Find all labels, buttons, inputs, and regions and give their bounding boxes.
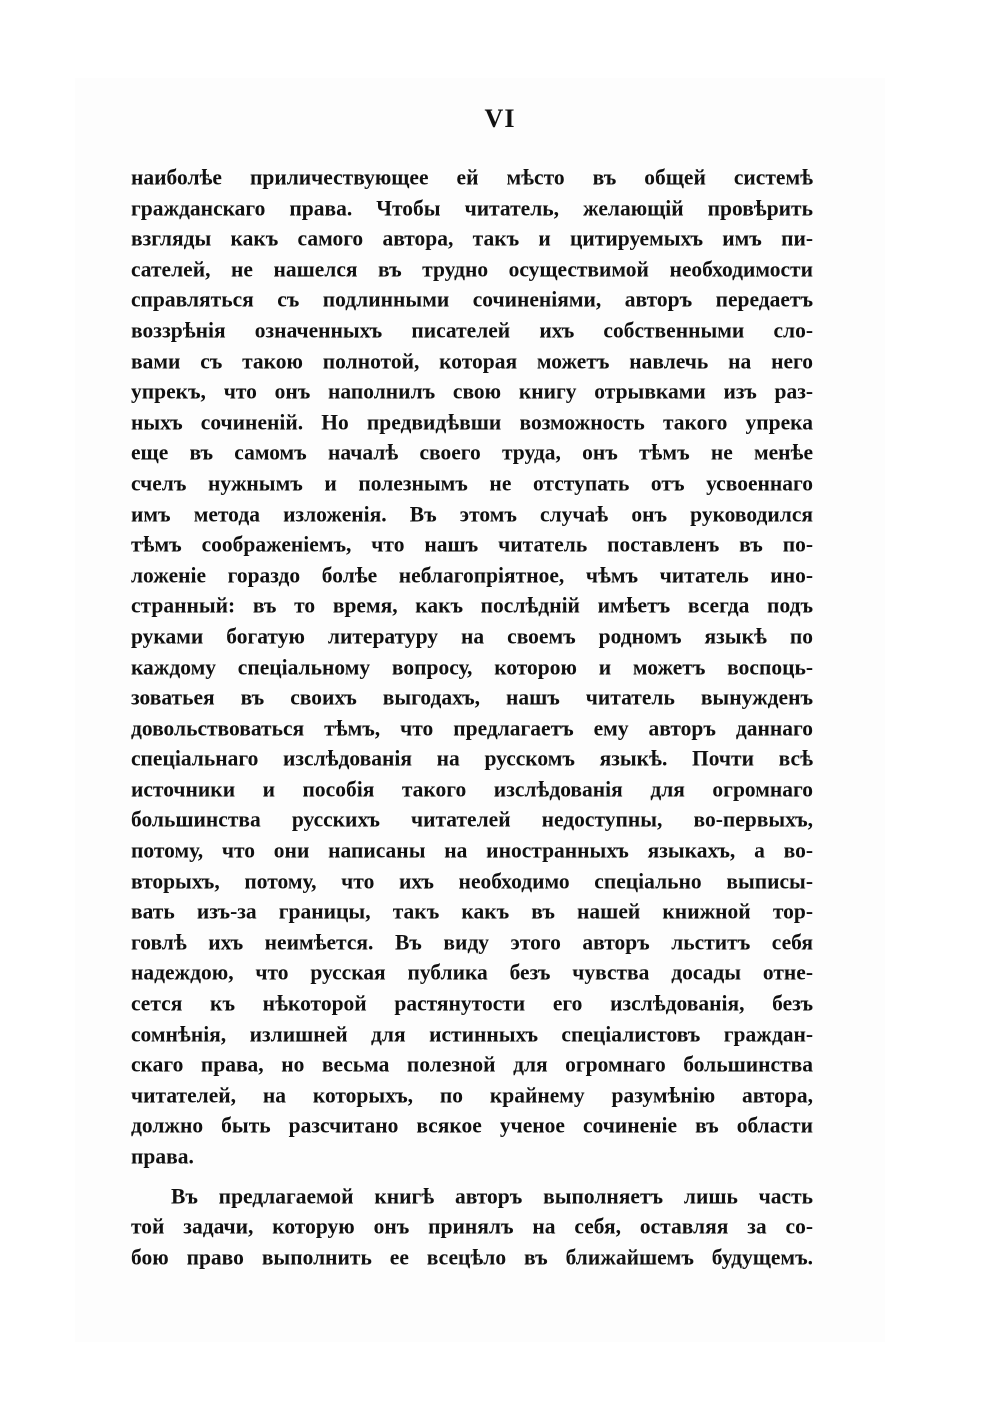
text-line: довольствоваться тѣмъ, что предлагаетъ ему авторъ даннаго	[131, 715, 813, 741]
text-line: источники и пособія такого изслѣдованія для огромнаго	[131, 776, 813, 802]
text-line: вами съ такою полнотой, которая можетъ навлечь на него	[131, 347, 813, 374]
paragraph-gap	[131, 1172, 813, 1181]
text-line: каждому спеціальному вопросу, которою и можетъ воспоць-	[131, 653, 813, 680]
text-line: еще въ самомъ началѣ своего труда, онъ тѣмъ не менѣе	[131, 439, 813, 465]
paragraph-1	[131, 162, 813, 1172]
text-line: справляться съ подлинными сочиненіями, авторъ передаетъ	[131, 286, 813, 312]
text-line: тѣмъ соображеніемъ, что нашъ читатель поставленъ въ по-	[131, 531, 813, 557]
text-line: вторыхъ, потому, что ихъ необходимо спеціально выписы-	[131, 868, 813, 894]
text-line: упрекъ, что онъ наполнилъ свою книгу отрывками изъ раз-	[131, 378, 813, 404]
paragraph-2	[131, 1181, 813, 1273]
text-line: большинства русскихъ читателей недоступны, во-первыхъ,	[131, 806, 813, 833]
text-line: ныхъ сочиненій. Но предвидѣвши возможность такого упрека	[131, 409, 813, 435]
text-line: имъ метода изложенія. Въ этомъ случаѣ онъ руководился	[131, 500, 813, 527]
page-number: VI	[484, 104, 516, 133]
text-line: спеціальнаго изслѣдованія на русскомъ языкѣ. Почти всѣ	[131, 745, 813, 771]
text-line: сомнѣнія, излишней для истинныхъ спеціалистовъ граждан-	[131, 1021, 813, 1047]
text-line: гражданскаго права. Чтобы читатель, желающій провѣрить	[131, 194, 813, 221]
text-line: Въ предлагаемой книгѣ авторъ выполняетъ лишь часть	[171, 1182, 813, 1209]
text-line: странный: въ то время, какъ послѣдній имѣетъ всегда подъ	[131, 592, 813, 618]
text-line: ложеніе гораздо болѣе неблагопріятное, чѣмъ читатель ино-	[131, 562, 813, 588]
text-line: должно быть разсчитано всякое ученое сочиненіе въ области	[131, 1112, 813, 1138]
text-line: сется къ нѣкоторой растянутости его изслѣдованія, безъ	[131, 990, 813, 1016]
text-line: сателей, не нашелся въ трудно осуществимой необходимости	[131, 256, 813, 282]
text-line: потому, что они написаны на иностранныхъ языкахъ, а во-	[131, 837, 813, 863]
text-line: надеждою, что русская публика безъ чувства досады отне-	[131, 959, 813, 986]
text-line: взгляды какъ самого автора, такъ и цитируемыхъ имъ пи-	[131, 225, 813, 251]
text-line: читателей, на которыхъ, по крайнему разумѣнію автора,	[131, 1082, 813, 1108]
text-line: той задачи, которую онъ принялъ на себя, оставляя за со-	[131, 1213, 813, 1239]
text-line: наиболѣе приличествующее ей мѣсто въ общей системѣ	[131, 164, 813, 190]
text-line: скаго права, но весьма полезной для огромнаго большинства	[131, 1051, 813, 1077]
text-line: бою право выполнить ее всецѣло въ ближайшемъ будущемъ.	[131, 1244, 813, 1270]
text-line: воззрѣнія означенныхъ писателей ихъ собственными сло-	[131, 317, 813, 343]
text-line: зоватьея въ своихъ выгодахъ, нашъ читатель вынужденъ	[131, 684, 813, 710]
text-line: вать изъ-за границы, такъ какъ въ нашей книжной тор-	[131, 898, 813, 924]
text-line: права.	[131, 1143, 194, 1169]
body-text	[131, 162, 813, 1272]
text-line: руками богатую литературу на своемъ родномъ языкѣ по	[131, 623, 813, 649]
text-line: счелъ нужнымъ и полезнымъ не отступать отъ усвоеннаго	[131, 470, 813, 496]
text-line: говлѣ ихъ неимѣется. Въ виду этого авторъ льститъ себя	[131, 929, 813, 955]
